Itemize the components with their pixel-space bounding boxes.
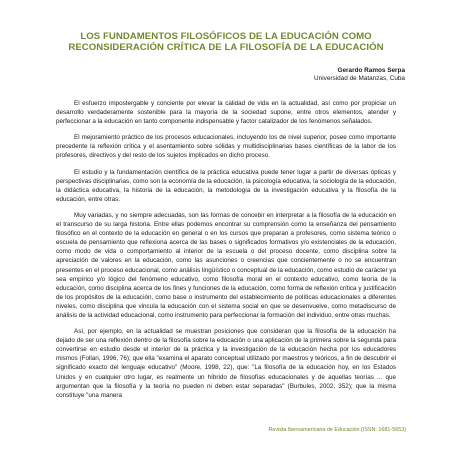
author-affiliation: Universidad de Matanzas, Cuba bbox=[314, 75, 405, 82]
author-block bbox=[314, 67, 405, 83]
article-title-line-2: RECONSIDERACIÓN CRÍTICA DE LA FILOSOFÍA DE LA EDUCACIÓN bbox=[68, 42, 384, 53]
author-name: Gerardo Ramos Serpa bbox=[337, 67, 405, 74]
journal-footer: Revista Iberoamericana de Educación (ISSN: 1681-5653) bbox=[268, 427, 406, 433]
paragraph: Así, por ejemplo, en la actualidad se muestran posiciones que consideran que la filosofía de la educación ha dejado de ser una reflexión dentro de la filosofía sobre la educación o una aplicación de la primera sobre la segunda para convertirse en estudio desde el interior de la práctica y la investigación de la educación hecha por los educadores mismos (Follari, 1996, 76); que ella "examina el aparato conceptual utilizado por maestros y teóricos, a fin de descubrir el significado exacto del lenguaje educativo" (Moore, 1998, 22), que: "La filosofía de la educación hoy, en los Estados Unidos y en cualquier otro lugar, es realmente un híbrido de filosofías educacionales y de aquellas teorías ... que argumentan que la filosofía y la teoría no pueden ni deben estar separadas" (Burbules, 2002, 352); que la misma constituye "una manera bbox=[56, 328, 396, 399]
article-title bbox=[30, 31, 422, 53]
paragraph: Muy variadas, y no siempre adecuadas, son las formas de concebir en interpretar a la filosofía de la educación en el transcurso de su larga historia. Entre ellas podemos encontrar su comprensión como la enseñanza del pensamiento filosófico en el contexto de la educación en general o en los cursos que preparan a profesores, como sistema teórico o escuela de pensamiento que reflexiona acerca de las bases o significados formativos y/o existenciales de la educación, como modo de vida o comportamiento al interior de la escuela o del proceso docente, como disciplina sobre la apreciación de valores en la educación, como las asunciones o creencias que concientemente o no se encuentran presentes en el proceso educacional, como análisis lingüístico o conceptual de la educación, como estudio de carácter ya sea empírico y/o lógico del fenómeno educativo, como filosofía moral en el contexto educativo, como teoría de la educación, como disciplina acerca de los fines y funciones de la educación, como forma de reflexión crítica y justificación de los propósitos de la educación, como base o instrumento del establecimiento de políticas educacionales a diferentes niveles, como disciplina que vincula la educación con el sistema social en que se desenvuelve, como metadiscurso de análisis de la actividad educacional, como instrumento para perfeccionar la formación del individuo, entre otras muchas. bbox=[56, 211, 396, 319]
article-title-line-1: LOS FUNDAMENTOS FILOSÓFICOS DE LA EDUCACIÓN COMO bbox=[80, 31, 372, 42]
article-body bbox=[56, 99, 396, 407]
paragraph: El mejoramiento práctico de los procesos educacionales, incluyendo los de nivel superior, posee como importante precedente la reflexión crítica y el asentamiento sobre sólidas y multidisciplinarias bases científicas de la labor de los profesores, directivos y del resto de los sujetos implicados en dicho proceso. bbox=[56, 134, 396, 160]
paragraph: El esfuerzo impostergable y conciente por elevar la calidad de vida en la actualidad, así como por propiciar un desarrollo verdaderamente sostenible para la mayoría de la sociedad supone, entre otros elementos, atender y perfeccionar a la educación en tanto componente indispensable y factor catalizador de los fenómenos señalados. bbox=[56, 100, 396, 126]
paragraph: El estudio y la fundamentación científica de la práctica educativa puede tener lugar a partir de diversas ópticas y perspectivas disciplinarias, como son la economía de la educación, la psicología educativa, la sociología de la educación, la didáctica educativa, la historia de la educación, la metodología de la investigación educativa y la filosofía de la educación, entre otras. bbox=[56, 168, 396, 203]
